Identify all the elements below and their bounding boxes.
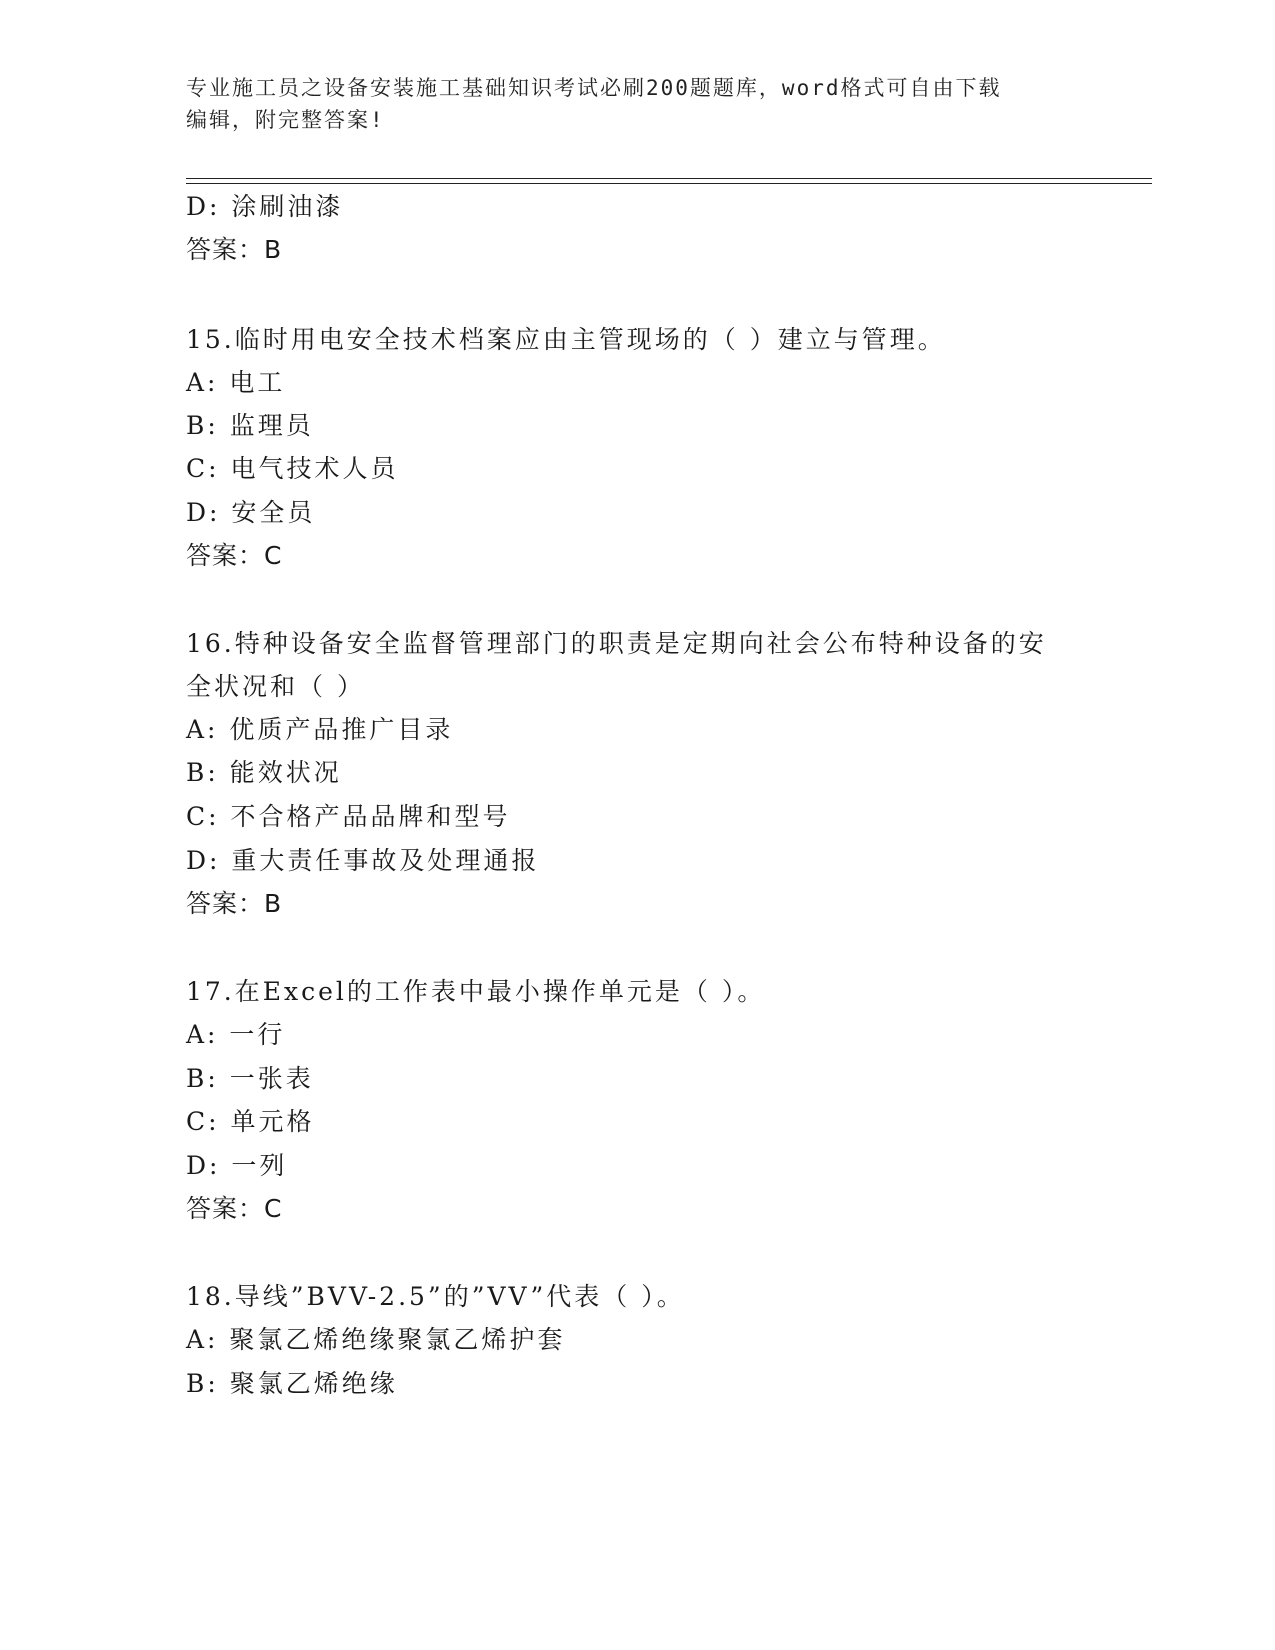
q18-option-b: B: 聚氯乙烯绝缘 — [186, 1369, 398, 1398]
q16-stem-line-2: 全状况和（ ） — [186, 672, 365, 701]
q16-option-b: B: 能效状况 — [186, 758, 342, 787]
q17-option-c: C: 单元格 — [186, 1107, 315, 1136]
q16-stem-line-1: 16.特种设备安全监督管理部门的职责是定期向社会公布特种设备的安 — [186, 629, 1047, 658]
q15-stem: 15.临时用电安全技术档案应由主管现场的（ ）建立与管理。 — [186, 325, 946, 354]
prev-answer: 答案：B — [186, 235, 283, 264]
q17-option-a: A: 一行 — [186, 1020, 286, 1049]
header-rule-bottom — [186, 183, 1152, 184]
q17-option-d: D: 一列 — [186, 1151, 288, 1180]
q15-option-c: C: 电气技术人员 — [186, 454, 399, 483]
q16-option-c: C: 不合格产品品牌和型号 — [186, 802, 511, 831]
q16-option-d: D: 重大责任事故及处理通报 — [186, 846, 540, 875]
q17-option-b: B: 一张表 — [186, 1064, 314, 1093]
header-rule-top — [186, 178, 1152, 179]
q17-stem: 17.在Excel的工作表中最小操作单元是（ ）。 — [186, 977, 766, 1006]
q16-option-a: A: 优质产品推广目录 — [186, 715, 454, 744]
q17-answer: 答案：C — [186, 1194, 283, 1223]
q15-option-b: B: 监理员 — [186, 411, 314, 440]
q18-option-a: A: 聚氯乙烯绝缘聚氯乙烯护套 — [186, 1325, 566, 1354]
q15-option-d: D: 安全员 — [186, 498, 316, 527]
page-header — [186, 72, 1086, 136]
q15-answer: 答案：C — [186, 541, 283, 570]
header-line-2: 编辑，附完整答案! — [186, 108, 385, 132]
header-line-1: 专业施工员之设备安装施工基础知识考试必刷200题题库，word格式可自由下载 — [186, 76, 1002, 100]
q15-option-a: A: 电工 — [186, 368, 286, 397]
q18-stem: 18.导线”BVV-2.5”的”VV”代表（ ）。 — [186, 1282, 685, 1311]
q16-answer: 答案：B — [186, 889, 283, 918]
prev-option-d: D: 涂刷油漆 — [186, 192, 344, 221]
